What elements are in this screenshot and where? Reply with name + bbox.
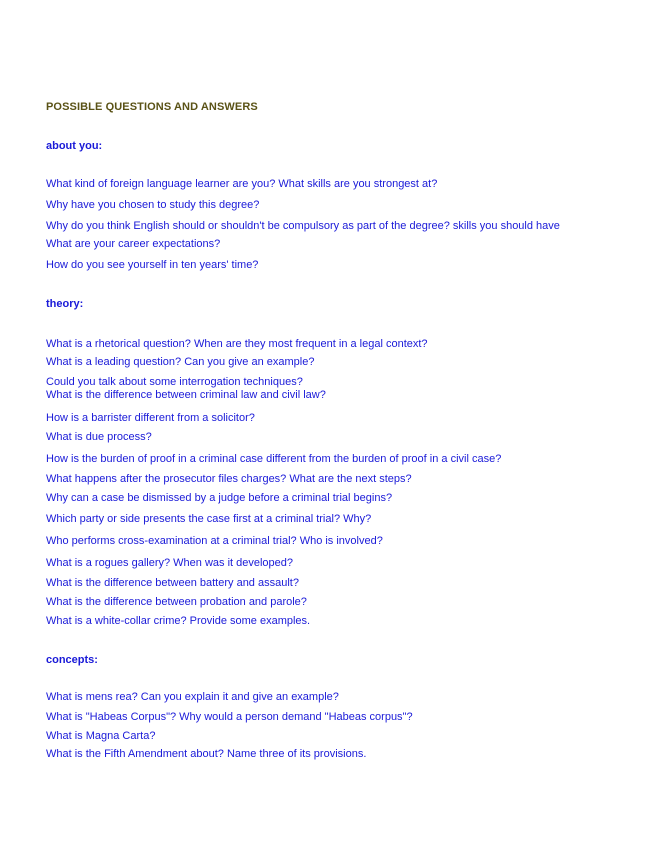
question-item: What is mens rea? Can you explain it and give an example? [46,691,339,703]
question-item: What is a rhetorical question? When are they most frequent in a legal context? [46,338,428,350]
question-item: What is the difference between probation and parole? [46,596,307,608]
question-item: What is a white-collar crime? Provide some examples. [46,615,311,627]
question-item: How is the burden of proof in a criminal case different from the burden of proof in a civil case? [46,453,502,465]
question-item: How is a barrister different from a solicitor? [46,412,255,424]
question-item: What is the Fifth Amendment about? Name three of its provisions. [46,748,367,760]
question-item: What is a rogues gallery? When was it developed? [46,557,294,569]
question-item: What is Magna Carta? [46,730,156,742]
section-heading-concepts: concepts: [46,654,98,666]
question-item: Could you talk about some interrogation techniques? [46,376,303,388]
section-heading-about-you: about you: [46,140,103,152]
question-item: What happens after the prosecutor files charges? What are the next steps? [46,473,412,485]
question-item: What is the difference between battery and assault? [46,577,299,589]
question-item: What kind of foreign language learner are you? What skills are you strongest at? [46,178,438,190]
question-item: Who performs cross-examination at a criminal trial? Who is involved? [46,535,383,547]
document-title: POSSIBLE QUESTIONS AND ANSWERS [46,101,258,113]
question-item: What is "Habeas Corpus"? Why would a person demand "Habeas corpus"? [46,711,413,723]
question-item: What is due process? [46,431,152,443]
question-item: Why have you chosen to study this degree? [46,199,260,211]
question-item: Why can a case be dismissed by a judge before a criminal trial begins? [46,492,393,504]
question-item: What are your career expectations? [46,238,221,250]
question-item: What is the difference between criminal law and civil law? [46,389,326,401]
question-item: How do you see yourself in ten years' time? [46,259,259,271]
question-item: What is a leading question? Can you give an example? [46,356,315,368]
section-heading-theory: theory: [46,298,84,310]
question-item: Why do you think English should or shouldn't be compulsory as part of the degree? skills you should have [46,220,560,232]
question-item: Which party or side presents the case first at a criminal trial? Why? [46,513,372,525]
